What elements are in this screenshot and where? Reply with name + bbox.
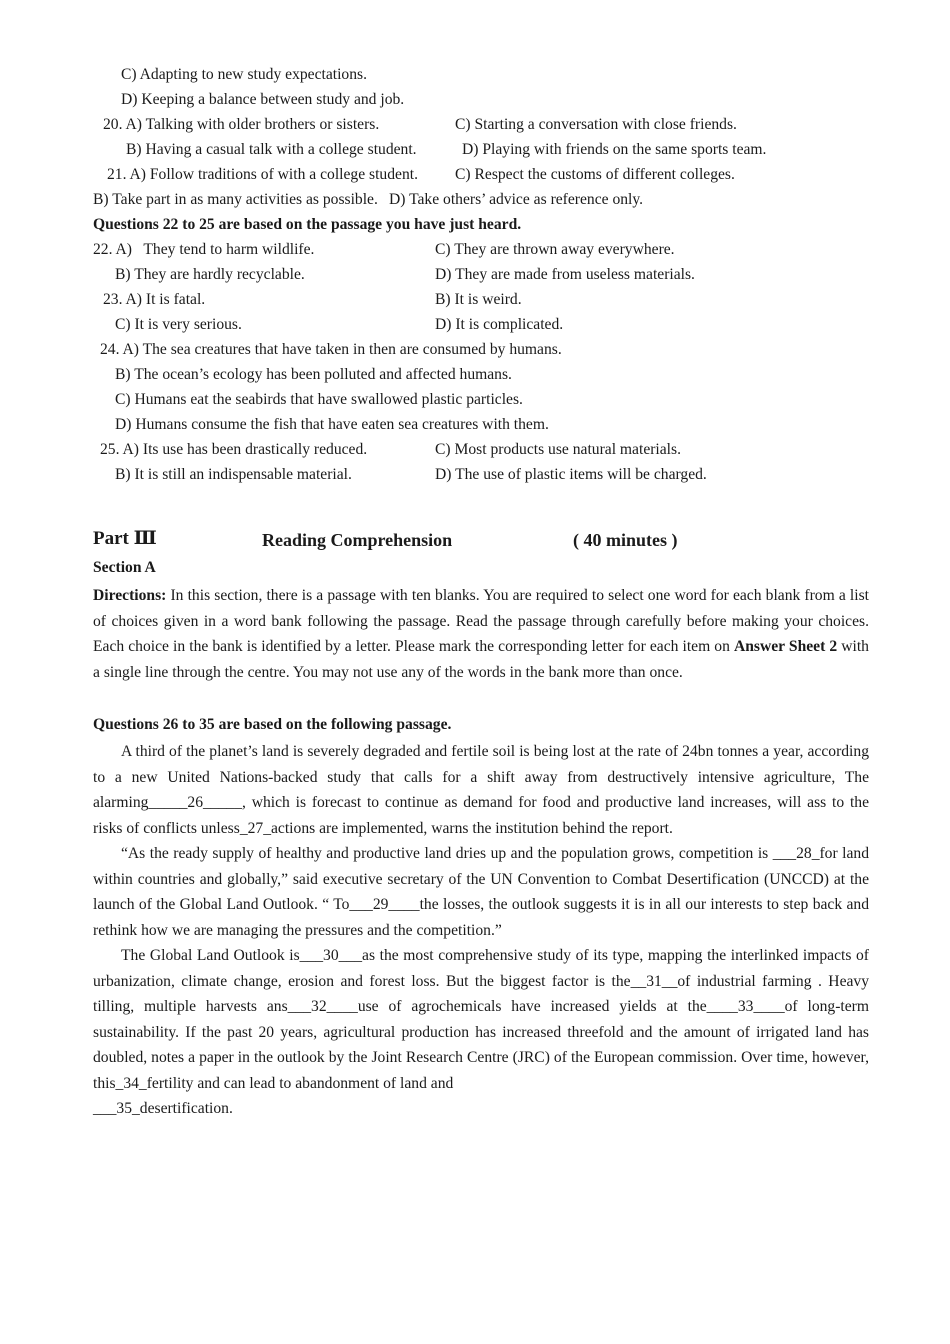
passage-paragraph-4: ___35_desertification. xyxy=(93,1100,233,1117)
question-23-row-1 xyxy=(93,287,869,312)
option-a-text: 24. A) The sea creatures that have taken in then are consumed by humans. xyxy=(100,341,562,358)
option-a-text: 25. A) Its use has been drastically reduced. xyxy=(100,441,368,458)
option-row xyxy=(93,62,869,87)
option-d-text: D) Take others’ advice as reference only. xyxy=(389,191,644,208)
part-time-allowance: ( 40 minutes ) xyxy=(573,530,678,550)
question-22-row-1 xyxy=(93,237,869,262)
question-23-row-2 xyxy=(93,312,869,337)
part-header xyxy=(93,525,869,555)
option-d-text: D) It is complicated. xyxy=(435,316,564,333)
option-c-text: C) It is very serious. xyxy=(115,316,242,333)
question-20-row-2 xyxy=(93,137,869,162)
option-b-text: B) It is still an indispensable material. xyxy=(115,466,352,483)
option-b-text: B) Take part in as many activities as possible. xyxy=(93,191,378,208)
option-d-text: D) The use of plastic items will be charged. xyxy=(435,466,707,483)
directions-text-part-1: In this section, there is a passage with ten blanks. You are required to select one word for each blank from a list of choices given in a word bank following the passage. Read the passage through carefully before making your choices. Each choice in the bank is identified by a letter. Please mark the corresponding letter for each item on xyxy=(93,587,869,655)
option-b-text: B) They are hardly recyclable. xyxy=(115,266,305,283)
option-text: D) Keeping a balance between study and job. xyxy=(121,91,405,108)
question-24-row-3 xyxy=(93,387,869,412)
option-d-text: D) Playing with friends on the same sports team. xyxy=(462,141,767,158)
answer-sheet-reference: Answer Sheet 2 xyxy=(733,638,838,655)
option-b-text: B) The ocean’s ecology has been polluted and affected humans. xyxy=(115,366,512,383)
question-21-row-2 xyxy=(93,187,869,212)
directions-label: Directions: xyxy=(93,587,167,604)
option-c-text: C) Respect the customs of different colleges. xyxy=(455,166,735,183)
page-content xyxy=(93,62,869,1122)
option-c-text: C) Starting a conversation with close friends. xyxy=(455,116,737,133)
question-22-row-2 xyxy=(93,262,869,287)
question-25-row-1 xyxy=(93,437,869,462)
part-label: Part Ⅲ xyxy=(93,528,157,549)
option-d-text: D) They are made from useless materials. xyxy=(435,266,695,283)
directions-paragraph xyxy=(93,583,869,685)
option-row xyxy=(93,87,869,112)
question-21-row-1 xyxy=(93,162,869,187)
questions-22-25-heading: Questions 22 to 25 are based on the passage you have just heard. xyxy=(93,216,522,233)
option-d-text: D) Humans consume the fish that have eaten sea creatures with them. xyxy=(115,416,549,433)
option-c-text: C) Humans eat the seabirds that have swallowed plastic particles. xyxy=(115,391,523,408)
questions-26-35-heading: Questions 26 to 35 are based on the following passage. xyxy=(93,716,452,733)
directions-text-part-2: with a single line through the centre. You may not use any of the words in the bank more than once. xyxy=(93,638,869,681)
question-24-row-4 xyxy=(93,412,869,437)
option-b-text: B) It is weird. xyxy=(435,291,522,308)
passage-paragraph-3: The Global Land Outlook is___30___as the most comprehensive study of its type, mapping the interlinked impacts of urbanization, climate change, erosion and forest loss. But the biggest factor is the__31__of industrial farming . Heavy tilling, multiple harvests ans___32____use of agrochemicals have increased yields at the____33____of long-term sustainability. If the past 20 years, agricultural production has increased threefold and the amount of irrigated land has doubled, notes a paper in the outlook by the Joint Research Centre (JRC) of the European commission. Over time, however, this_34_fertility and can lead to abandonment of land and xyxy=(93,947,869,1092)
question-24-row-1 xyxy=(93,337,869,362)
option-text: C) Adapting to new study expectations. xyxy=(121,66,367,83)
option-a-text: 23. A) It is fatal. xyxy=(103,291,206,308)
question-25-row-2 xyxy=(93,462,869,487)
option-c-text: C) Most products use natural materials. xyxy=(435,441,681,458)
option-a-text: 22. A) They tend to harm wildlife. xyxy=(93,241,315,258)
passage-paragraph-1: A third of the planet’s land is severely degraded and fertile soil is being lost at the rate of 24bn tonnes a year, according to a new United Nations-backed study that calls for a shift away from destructively intensive agriculture, The alarming_____26_____, which is forecast to continue as demand for food and productive land increases, will ass to the risks of conflicts unless_27_actions are implemented, warns the institution behind the report. xyxy=(93,743,869,837)
question-20-row-1 xyxy=(93,112,869,137)
part-title: Reading Comprehension xyxy=(262,530,453,550)
option-a-text: 21. A) Follow traditions of with a college student. xyxy=(107,166,418,183)
section-label: Section A xyxy=(93,559,156,576)
option-a-text: 20. A) Talking with older brothers or sisters. xyxy=(103,116,380,133)
option-b-text: B) Having a casual talk with a college student. xyxy=(126,141,417,158)
question-24-row-2 xyxy=(93,362,869,387)
passage-paragraph-2: “As the ready supply of healthy and productive land dries up and the population grows, competition is ___28_for land within countries and globally,” said executive secretary of the UN Convention to Combat Desertification (UNCCD) at the launch of the Global Land Outlook. “ To___29____the losses, the outlook suggests it is in all our interests to step back and rethink how we are managing the pressures and the competition.” xyxy=(93,845,869,939)
option-c-text: C) They are thrown away everywhere. xyxy=(435,241,675,258)
